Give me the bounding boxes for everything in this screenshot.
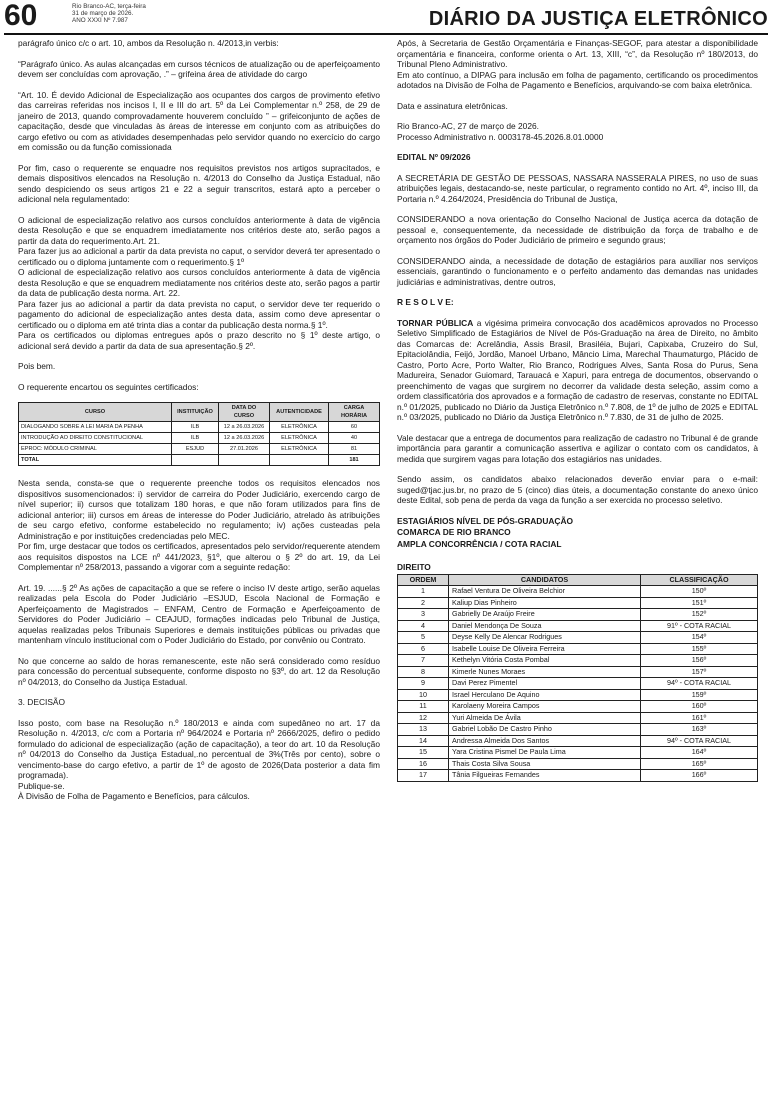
page-header xyxy=(0,0,776,36)
paragraph: CONSIDERANDO ainda, a necessidade de dotação de estagiários para auxiliar nos serviços essenciais, garantindo o funcionamento e o perfeito andamento das demandas nas unidades judiciárias e administrativas, dentre outros, xyxy=(397,255,758,287)
table-cell: 60 xyxy=(329,422,380,433)
table-row xyxy=(398,724,758,736)
issue-date-line: Rio Branco-AC, terça-feira xyxy=(72,3,146,10)
edital-title: EDITAL Nº 09/2026 xyxy=(397,152,471,162)
table-row xyxy=(398,689,758,701)
issue-number: ANO XXXI Nº 7.987 xyxy=(72,17,128,25)
page-number: 60 xyxy=(4,0,38,32)
table-cell: 81 xyxy=(329,444,380,455)
paragraph: Sendo assim, os candidatos abaixo relacionados deverão enviar para o e-mail: suged@tjac.jus.br, no prazo de 5 (cinco) dias úteis, a documentação constante do anexo único deste Edital, sob pena de perda da vaga da função a ser exercida no processo seletivo. xyxy=(397,474,758,505)
candidate-order: 11 xyxy=(398,701,449,713)
right-column xyxy=(397,38,758,782)
journal-title: DIÁRIO DA JUSTIÇA ELETRÔNICO xyxy=(428,8,768,30)
date-and-process: Rio Branco-AC, 27 de março de 2026. Processo Administrativo n. 0003178-45.2026.8.01.0000 xyxy=(397,121,604,142)
candidate-name: Daniel Mendonça De Souza xyxy=(449,620,641,632)
table-cell xyxy=(270,455,329,466)
area-label: DIREITO xyxy=(397,562,431,572)
candidate-order: 2 xyxy=(398,597,449,609)
left-intro xyxy=(18,38,380,205)
candidate-classification: 150º xyxy=(641,586,758,598)
table-cell: INTRODUÇÃO AO DIREITO CONSTITUCIONAL xyxy=(19,433,172,444)
signature-note: Data e assinatura eletrônicas. xyxy=(397,100,508,111)
candidate-name: Davi Perez Pimentel xyxy=(449,678,641,690)
candidate-name: Karolaeny Moreira Campos xyxy=(449,701,641,713)
table-row xyxy=(398,758,758,770)
table-cell: ILB xyxy=(172,422,219,433)
candidate-classification: 157º xyxy=(641,666,758,678)
candidate-order: 5 xyxy=(398,632,449,644)
col-header: ORDEM xyxy=(398,574,449,586)
table-cell: EPROC: MÓDULO CRIMINAL xyxy=(19,444,172,455)
left-column xyxy=(18,38,380,812)
tornar-publica-paragraph xyxy=(397,318,758,423)
table-row xyxy=(398,620,758,632)
total-label: TOTAL xyxy=(19,455,172,466)
candidate-order: 9 xyxy=(398,678,449,690)
table-row xyxy=(19,444,380,455)
paragraph: CONSIDERANDO a nova orientação do Conselho Nacional de Justiça acerca da dotação de pessoal e, consequentemente, da necessidade de distribuição da força de trabalho e de orçamento nos órgãos do Poder Judiciário de primeiro e segundo graus; xyxy=(397,214,758,245)
table-cell: ESJUD xyxy=(172,444,219,455)
col-header: DATA DO CURSO xyxy=(219,403,270,422)
candidate-classification: 164º xyxy=(641,747,758,759)
col-header: CURSO xyxy=(19,403,172,422)
table-cell: ILB xyxy=(172,433,219,444)
table-cell: DIALOGANDO SOBRE A LEI MARIA DA PENHA xyxy=(19,422,172,433)
table-cell: ELETRÔNICA xyxy=(270,433,329,444)
candidate-order: 8 xyxy=(398,666,449,678)
table-row xyxy=(398,632,758,644)
candidate-classification: 91º - COTA RACIAL xyxy=(641,620,758,632)
candidate-classification: 154º xyxy=(641,632,758,644)
candidate-name: Israel Herculano De Aquino xyxy=(449,689,641,701)
candidate-name: Yara Cristina Pismel De Paula Lima xyxy=(449,747,641,759)
table-row xyxy=(398,701,758,713)
candidate-classification: 166º xyxy=(641,770,758,782)
table-row xyxy=(398,770,758,782)
candidate-name: Kaliup Dias Pinheiro xyxy=(449,597,641,609)
tornar-publica-text: a vigésima primeira convocação dos acadêmicos aprovados no Processo Seletivo Simplificado de Estagiários de Nível de Pós-Graduação na área de Direito, no âmbito das Comarcas de: Acrelândia, Assis Brasil, Brasiléia, Bujari, Capixaba, Cruzeiro do Sul, Epitaciolândia, Feijó, Jordão, Manoel Urbano, Mâncio Lima, Marechal Thaumaturgo, Plácido de Castro, Porto Acre, Porto Walter, Rio Branco, Rodrigues Alves, Santa Rosa do Purus, Sena Madureira, Senador Guiomard, Tarauacá e Xapuri, para entrega de documentos, observando o preenchimento de vagas que surgirem no decorrer da validade desta seleção, assim como a ordem classificatória dos aprovados e a formação de cadastro de reservas, constante no EDITAL n.º 01/2025, publicado no Diário da Justiça Eletrônico n.º 7.808, de 1º de julho de 2025 e EDITAL n.º 03/2025, publicado no Diário da Justiça Eletrônico n.º 7.830, de 31 de julho de 2025. xyxy=(397,317,758,422)
candidate-name: Deyse Kelly De Alencar Rodrigues xyxy=(449,632,641,644)
candidate-classification: 156º xyxy=(641,655,758,667)
table-cell: 12 a 26.03.2026 xyxy=(219,422,270,433)
tornar-publica-lead: TORNAR PÚBLICA xyxy=(397,317,474,328)
certificates-table-body xyxy=(19,422,380,466)
table-row xyxy=(398,586,758,598)
candidate-classification: 165º xyxy=(641,758,758,770)
decision-block: Isso posto, com base na Resolução n.º 180/2013 e ainda com supedâneo no art. 17 da Resolução n. 4/2013, c/c com a Portaria nº 964/2024 e Portaria nº 2666/2025, defiro o pedido formulado do adicional de especialização (ação de capacitação), a teor do art. 10 da Resolução nº 04/2013 do Conselho da Justiça Estadual,.no percentual de 3%(Três por cento), sobre o vencimento-base do cargo efetivo, a partir de 1º de agosto de 2026(Data posterior a data fim programada). Publique-se. À Divisão de Folha de Pagamento e Benefícios, para cálculos. xyxy=(18,717,380,801)
paragraph: “Art. 10. É devido Adicional de Especialização aos ocupantes dos cargos de provimento efetivo das carreiras referidas nos incisos I, II e III do art. 5º da Lei Complementar n.º 258, de 29 de janeiro de 2013, quando comprovadamente houverem concluído ” – grifeiconjunto de ações de capacitação, desde que vinculadas às áreas de interesse em conjunto com as atribuições do cargo efetivo ou com as atividades desempenhadas pelo servidor quando no exercício do cargo em comissão ou da função comissionada xyxy=(18,89,380,152)
candidate-order: 13 xyxy=(398,724,449,736)
issue-info xyxy=(72,3,146,25)
paragraph: No que concerne ao saldo de horas remanescente, este não será considerado como resíduo para concessão do percentual subsequente, conforme disposto no §3º, do art. 12 da Resolução nº 04/2013, do Conselho da Justiça Estadual. xyxy=(18,655,380,687)
table-header-row xyxy=(398,574,758,586)
table-cell xyxy=(172,455,219,466)
issue-date: 31 de março de 2026. xyxy=(72,10,134,18)
table-row xyxy=(19,433,380,444)
table-cell: 40 xyxy=(329,433,380,444)
candidate-order: 4 xyxy=(398,620,449,632)
resolve-heading: R E S O L V E: xyxy=(397,297,454,307)
candidate-order: 17 xyxy=(398,770,449,782)
candidates-table xyxy=(397,574,758,782)
table-header-row xyxy=(19,403,380,422)
candidate-classification: 94º - COTA RACIAL xyxy=(641,735,758,747)
table-row xyxy=(19,422,380,433)
candidate-classification: 161º xyxy=(641,712,758,724)
col-header: CLASSIFICAÇÃO xyxy=(641,574,758,586)
candidate-classification: 155º xyxy=(641,643,758,655)
col-header: INSTITUIÇÃO xyxy=(172,403,219,422)
candidate-order: 16 xyxy=(398,758,449,770)
table-row xyxy=(398,643,758,655)
table-row xyxy=(398,666,758,678)
col-header: AUTENTICIDADE xyxy=(270,403,329,422)
table-row xyxy=(398,609,758,621)
candidate-name: Andressa Almeida Dos Santos xyxy=(449,735,641,747)
candidate-classification: 94º - COTA RACIAL xyxy=(641,678,758,690)
candidate-name: Kimerle Nunes Moraes xyxy=(449,666,641,678)
candidate-order: 3 xyxy=(398,609,449,621)
candidate-name: Rafael Ventura De Oliveira Belchior xyxy=(449,586,641,598)
paragraph: Por fim, caso o requerente se enquadre nos requisitos previstos nos artigos supracitados, e demais dispositivos elencados na Resolução n. 4/2013 do Conselho da Justiça Estadual, não sendo despiciendo os seus artigos 21 e 22 a seguir transcritos, estará apto a perceber o adicional nela regulamentado: xyxy=(18,162,380,204)
table-cell: 27.01.2026 xyxy=(219,444,270,455)
table-row xyxy=(398,747,758,759)
certificates-table xyxy=(18,402,380,466)
candidate-name: Thais Costa Silva Sousa xyxy=(449,758,641,770)
table-row xyxy=(398,735,758,747)
candidate-name: Yuri Almeida De Ávila xyxy=(449,712,641,724)
table-row xyxy=(398,678,758,690)
candidate-name: Isabelle Louise De Oliveira Ferreira xyxy=(449,643,641,655)
table-total-row xyxy=(19,455,380,466)
nesta-senda-block: Nesta senda, consta-se que o requerente preenche todos os requisitos elencados nos dispositivos susomencionados: i) servidor de carreira do Poder Judiciário, exercendo cargo de nível superior; ii) cursos que totalizam 180 horas, e que não foram utilizados para fins de adicional anterior; iii) cursos em áreas de interesse do Poder Judiciário, atrelado às atribuições de seu cargo efetivo, conforme estabelecido no regulamento; iv) ações custeadas pela Administração e por instituições credenciadas pelo MEC. Por fim, urge destacar que todos os certificados, apresentados pelo servidor/requerente atendem aos requisitos dispostos na LCE nº 441/2023, §1º, que alterou o § 2º do art. 19, da Lei Complementar nº 258/2013, passando a vigorar com a seguinte redação: xyxy=(18,478,380,572)
candidate-name: Gabriel Lobão De Castro Pinho xyxy=(449,724,641,736)
paragraph: Após, à Secretaria de Gestão Orçamentária e Finanças-SEGOF, para atestar a disponibilidade orçamentária e financeira, conforme orienta o Art. 13, XIII, “c”, da Resolução nº 180/2013, do Tribunal Pleno Administrativo. Em ato contínuo, a DIPAG para inclusão em folha de pagamento, certificando os procedimentos adotados na Divisão de Folha de Pagamento e Benefícios, arquivando-se com baixa eletrônica. xyxy=(397,38,758,90)
total-value: 181 xyxy=(329,455,380,466)
candidate-order: 10 xyxy=(398,689,449,701)
paragraph: Art. 19. ......§ 2º As ações de capacitação a que se refere o inciso IV deste artigo, serão aquelas realizadas pela Escola do Poder Judiciário –ESJUD, Escola Nacional de Formação e Aperfeiçoamento de Magistrados – ENFAM, Centro de Formação e Aperfeiçoamento de Servidores do Poder Judiciário – CEAJUD, formações indicadas pelo Tribunal de Justiça, aquelas realizadas pelos Tribunais Superiores e demais instituições públicas ou privadas que mantenham vínculo institucional com o Poder Judiciário do Estado, por convênio ou Contrato. xyxy=(18,582,380,645)
section-heading: 3. DECISÃO xyxy=(18,697,66,707)
col-header: CARGA HORÁRIA xyxy=(329,403,380,422)
candidate-order: 1 xyxy=(398,586,449,598)
table-row xyxy=(398,597,758,609)
paragraph: Pois bem. xyxy=(18,361,56,371)
candidates-table-body xyxy=(398,586,758,782)
candidate-order: 7 xyxy=(398,655,449,667)
paragraph: parágrafo único c/c o art. 10, ambos da Resolução n. 4/2013,in verbis: xyxy=(18,38,279,48)
header-divider xyxy=(4,33,768,35)
candidate-classification: 151º xyxy=(641,597,758,609)
table-cell xyxy=(219,455,270,466)
candidate-order: 6 xyxy=(398,643,449,655)
paragraph: A SECRETÁRIA DE GESTÃO DE PESSOAS, NASSARA NASSERALA PIRES, no uso de suas atribuições legais, destacando-se, neste particular, o regramento contido no Art. 4º, inciso III, da Portaria n.º 4.264/2024, Presidência do Tribunal de Justiça, xyxy=(397,172,758,204)
candidates-subheading: ESTAGIÁRIOS NÍVEL DE PÓS-GRADUAÇÃO COMARCA DE RIO BRANCO AMPLA CONCORRÊNCIA / COTA RACIAL xyxy=(397,515,574,549)
candidate-order: 15 xyxy=(398,747,449,759)
candidate-classification: 163º xyxy=(641,724,758,736)
candidate-name: Gabrielly De Araújo Freire xyxy=(449,609,641,621)
candidate-name: Kethelyn Vitória Costa Pombal xyxy=(449,655,641,667)
table-row xyxy=(398,712,758,724)
candidate-classification: 159º xyxy=(641,689,758,701)
quoted-articles: O adicional de especialização relativo aos cursos concluídos anteriormente à data de vigência desta Resolução e que se enquadrem imediatamente nos critérios deste ato, serão pagos a partir da data do requerimento.Art. 21. Para fazer jus ao adicional a partir da data prevista no caput, o servidor deverá ter apresentado o certificado ou o diploma juntamente com o requerimento.§ 1º O adicional de especialização relativo aos cursos concluídos anteriormente à data de vigência desta Resolução e que se enquadrem mediatamente nos critérios deste ato, serão pagos a partir da data de publicação desta norma. Art. 22. Para fazer jus ao adicional a partir da data prevista no caput, o servidor deve ter requerido o pagamento do adicional de especialização antes desta data, assim como deve apresentar o certificado ou o diploma em até trinta dias a contar da publicação desta norma.§ 1º. Para os certificados ou diplomas entregues após o prazo descrito no § 1º deste artigo, o adicional será devido a partir da data de sua apresentação.§ 2º. xyxy=(18,214,380,351)
table-cell: 12 a 26.03.2026 xyxy=(219,433,270,444)
candidate-order: 14 xyxy=(398,735,449,747)
candidate-order: 12 xyxy=(398,712,449,724)
paragraph: “Parágrafo único. As aulas alcançadas em cursos técnicos de atualização ou de aperfeiçoamento devem ser concluídas com aprovação, .” – grifeina área de atividade do cargo xyxy=(18,58,380,79)
paragraph: O requerente encartou os seguintes certificados: xyxy=(18,381,199,392)
table-row xyxy=(398,655,758,667)
candidate-name: Tânia Filgueiras Fernandes xyxy=(449,770,641,782)
candidate-classification: 160º xyxy=(641,701,758,713)
table-cell: ELETRÔNICA xyxy=(270,444,329,455)
candidate-classification: 152º xyxy=(641,609,758,621)
table-cell: ELETRÔNICA xyxy=(270,422,329,433)
col-header: CANDIDATOS xyxy=(449,574,641,586)
paragraph: Vale destacar que a entrega de documentos para realização de cadastro no Tribunal é de grande importância para garantir a comunicação assertiva e agilizar o contato com os candidatos, à medida que surgirem vagas para lotação dos estagiários nas unidades. xyxy=(397,432,758,464)
